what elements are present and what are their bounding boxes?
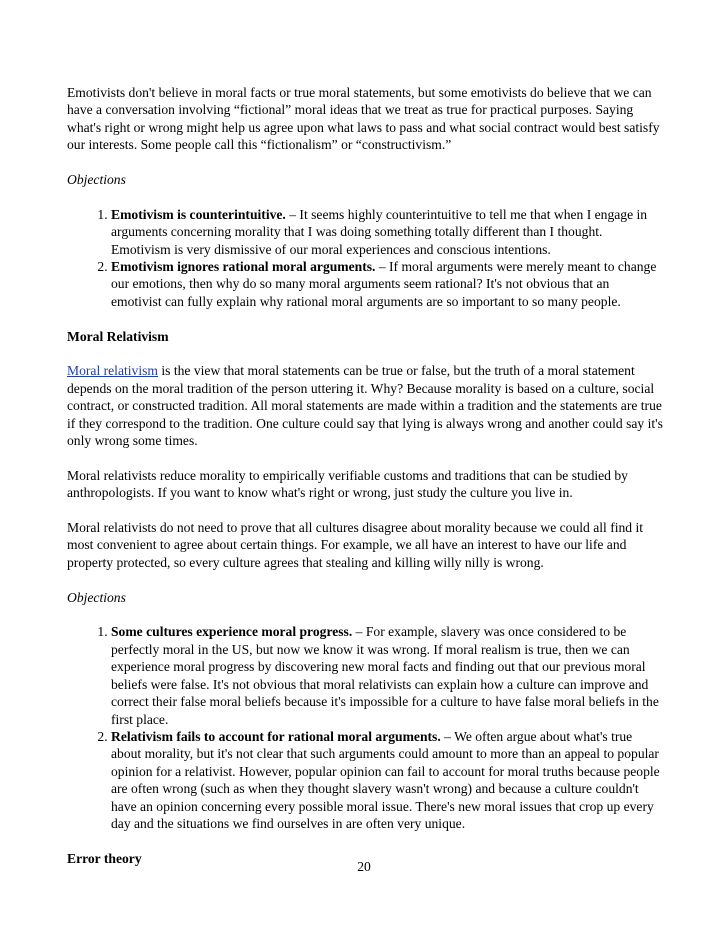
moral-relativism-link[interactable]: Moral relativism xyxy=(67,363,158,379)
moral-relativism-paragraph-1-text: is the view that moral statements can be true or false, but the truth of a moral statement depends on the moral tradition of the person uttering it. Why? Because morality is based on a culture, social contract, or constructed tradition. All moral statements are made within a tradition and the statements are true if they correspond to the tradition. One culture could say that lying is always wrong and another could say it's only wrong some times. xyxy=(67,363,663,449)
list-item xyxy=(111,258,663,310)
relativism-objections-list xyxy=(67,623,663,832)
section-heading-error-theory: Error theory xyxy=(67,850,142,866)
page-number: 20 xyxy=(357,859,371,874)
section-heading-moral-relativism: Moral Relativism xyxy=(67,328,169,344)
objection-body: – It seems highly counterintuitive to tell me that when I engage in arguments concerning morality that I was doing something totally different than I thought. Emotivism is very dismissive of our moral experiences and conscious intentions. xyxy=(111,206,648,257)
moral-relativism-paragraph-3: Moral relativists do not need to prove that all cultures disagree about morality because we could all find it most convenient to agree about certain things. For example, we all have an interest to have our life and property protected, so every culture agrees that stealing and killing willy nilly is wrong. xyxy=(67,520,644,570)
objection-title: Emotivism ignores rational moral arguments. xyxy=(111,259,376,275)
objection-body: – We often argue about what's true about morality, but it's not clear that such arguments could amount to more than an appeal to popular opinion for a relativist. However, popular opinion can fail to account for moral truths because people are often wrong (such as when they thought slavery wasn't wrong) and because a culture couldn't have an opinion concerning every possible moral issue. There's new moral issues that crop up every day and the situations we find ourselves in are often very unique. xyxy=(111,728,660,831)
objection-title: Relativism fails to account for rational moral arguments. xyxy=(111,728,441,744)
moral-relativism-paragraph-1 xyxy=(67,362,663,449)
document-page xyxy=(67,84,663,885)
emotivism-objections-heading: Objections xyxy=(67,172,126,188)
objection-body: – If moral arguments were merely meant to change our emotions, then why do so many moral arguments seem rational? It's not obvious that an emotivist can fully explain why rational moral arguments are so important to so many people. xyxy=(111,259,657,309)
emotivism-objections-list xyxy=(67,206,663,310)
objection-title: Some cultures experience moral progress. xyxy=(111,624,353,640)
list-item xyxy=(111,728,663,832)
objection-body: – For example, slavery was once considered to be perfectly moral in the US, but now we know it was wrong. If moral realism is true, then we can experience moral progress by discovering new moral facts and finding out that our previous moral beliefs were false. It's not obvious that moral relativists can explain how a culture can improve and correct their false moral beliefs because it's impossible for a culture to have false moral beliefs in the first place. xyxy=(111,624,659,727)
objection-title: Emotivism is counterintuitive. xyxy=(111,206,286,222)
intro-paragraph: Emotivists don't believe in moral facts or true moral statements, but some emotivists do believe that we can have a conversation involving “fictional” moral ideas that we treat as true for practical purposes. Saying what's right or wrong might help us agree upon what laws to pass and what social contract would best satisfy our interests. Some people call this “fictionalism” or “constructivism.” xyxy=(67,85,660,153)
list-item xyxy=(111,623,663,727)
list-item xyxy=(111,206,663,258)
relativism-objections-heading: Objections xyxy=(67,589,126,605)
moral-relativism-paragraph-2: Moral relativists reduce morality to empirically verifiable customs and traditions that can be studied by anthropologists. If you want to know what's right or wrong, just study the culture you live in. xyxy=(67,467,628,501)
